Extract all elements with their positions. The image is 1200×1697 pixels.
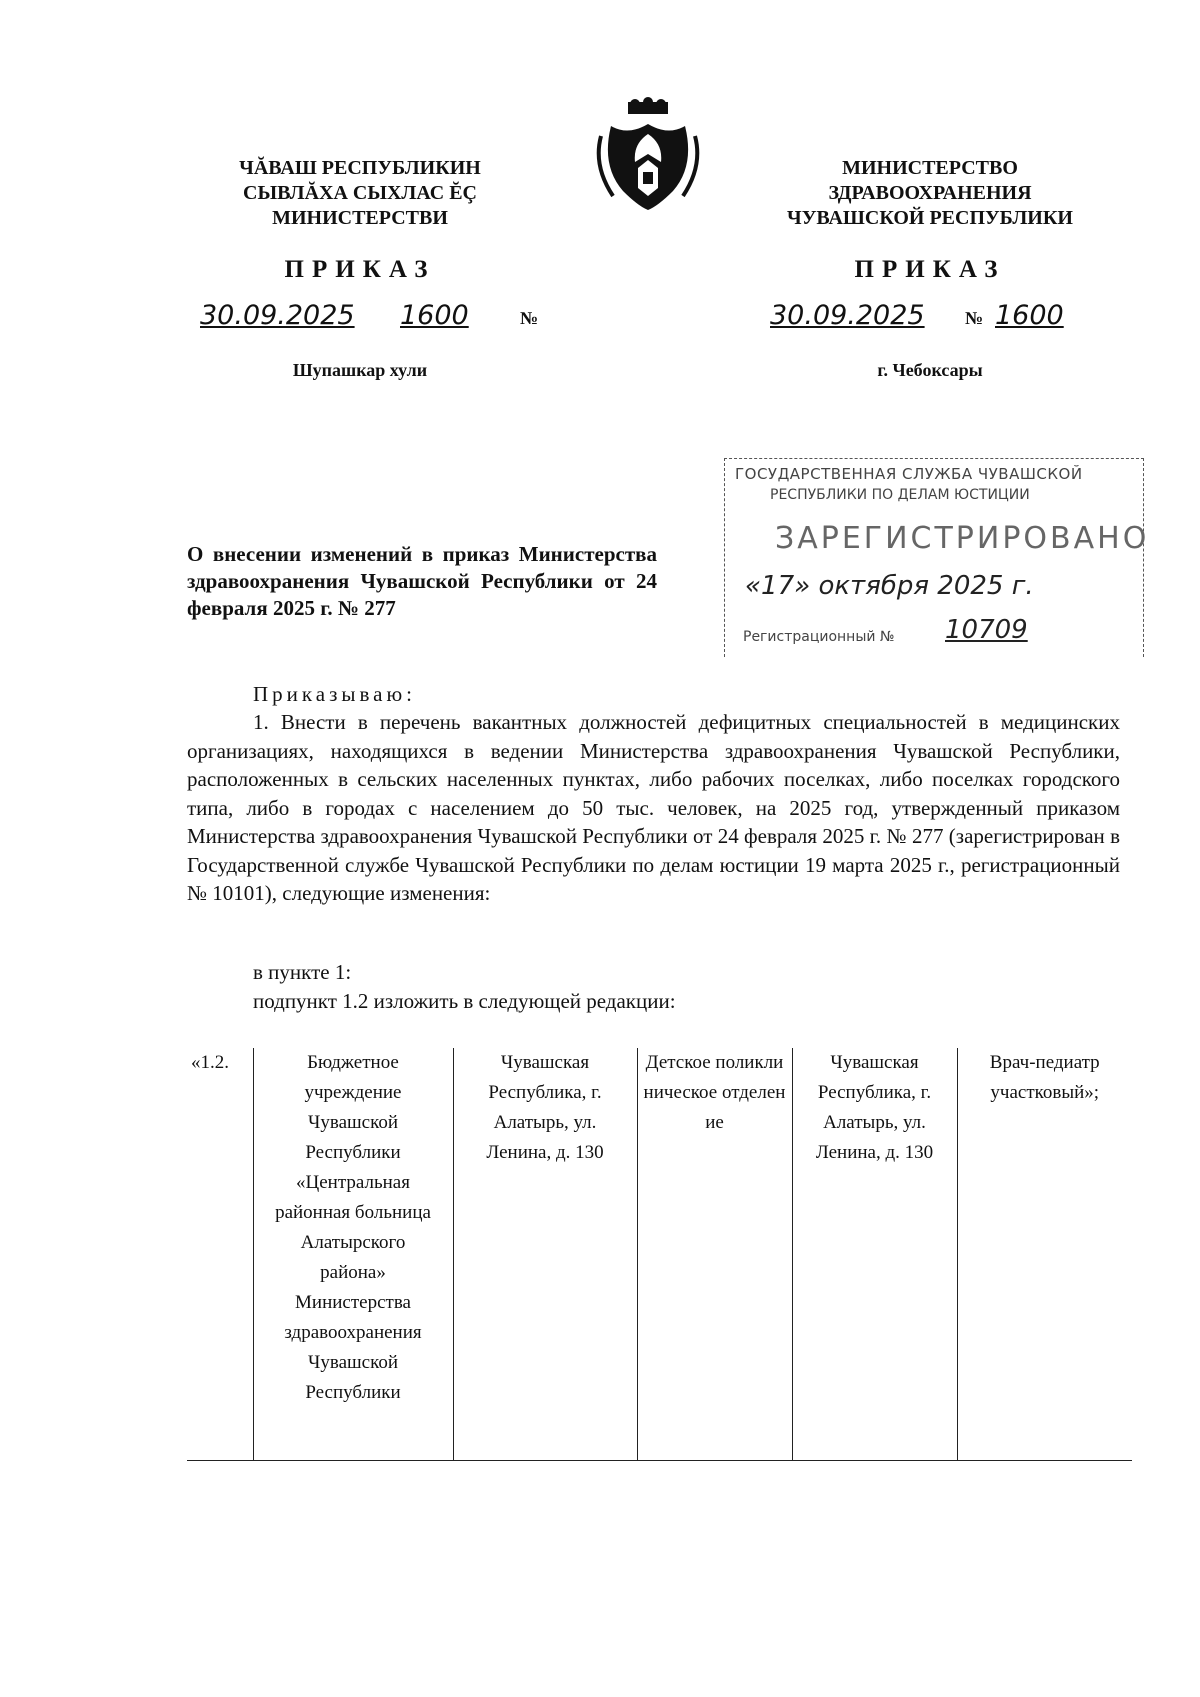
left-header-line: МИНИСТЕРСТВИ xyxy=(272,207,448,229)
cell-position: Врач-педиатр участковый»; xyxy=(957,1048,1132,1460)
right-city: г. Чебоксары xyxy=(877,360,983,380)
registration-stamp xyxy=(724,458,1150,657)
left-number: 1600 xyxy=(400,300,469,331)
left-order-title: ПРИКАЗ xyxy=(284,256,436,283)
left-number-sign: № xyxy=(520,308,539,328)
left-city: Шупашкар хули xyxy=(292,360,428,380)
stamp-line-2: РЕСПУБЛИКИ ПО ДЕЛАМ ЮСТИЦИИ xyxy=(770,487,1030,503)
coat-of-arms-emblem xyxy=(593,96,703,216)
right-header-line: МИНИСТЕРСТВО xyxy=(842,157,1018,179)
document-title: О внесении изменений в приказ Министерства здравоохранения Чувашской Республики от 24 февраля 2025 г. № 277 xyxy=(187,542,657,620)
left-header-line: СЫВЛĂХА СЫХЛАС ĔÇ xyxy=(243,182,477,204)
positions-table xyxy=(187,1048,1132,1461)
left-date-number xyxy=(200,300,560,340)
subpoint-line: подпункт 1.2 изложить в следующей редакции: xyxy=(253,989,676,1013)
right-header-line: ЗДРАВООХРАНЕНИЯ xyxy=(828,182,1032,204)
stamp-reg-label: Регистрационный № xyxy=(743,629,895,645)
stamp-date: «17» октября 2025 г. xyxy=(745,571,1034,601)
order-verb: Приказываю: xyxy=(253,682,416,706)
cell-department: Детское поликлиническое отделение xyxy=(637,1048,792,1460)
left-date: 30.09.2025 xyxy=(200,300,355,331)
left-header xyxy=(210,156,510,231)
right-header xyxy=(760,156,1100,231)
table-row xyxy=(187,1048,1132,1460)
emblem-icon xyxy=(593,96,703,216)
left-header-line: ЧĂВАШ РЕСПУБЛИКИН xyxy=(239,157,481,179)
cell-dept-address: Чувашская Республика, г. Алатырь, ул. Ленина, д. 130 xyxy=(792,1048,957,1460)
stamp-line-1: ГОСУДАРСТВЕННАЯ СЛУЖБА ЧУВАШСКОЙ xyxy=(735,465,1083,483)
right-order-title: ПРИКАЗ xyxy=(854,256,1006,283)
point-line: в пункте 1: xyxy=(253,960,352,984)
cell-address: Чувашская Республика, г. Алатырь, ул. Ленина, д. 130 xyxy=(453,1048,637,1460)
stamp-reg-number: 10709 xyxy=(945,615,1028,645)
right-number-sign: № xyxy=(965,308,984,328)
stamp-registered: ЗАРЕГИСТРИРОВАНО xyxy=(775,521,1150,556)
cell-org: Бюджетное учреждение Чувашской Республики «Центральная районная больница Алатырского района» Министерства здравоохранения Чувашской Республики xyxy=(253,1048,453,1460)
paragraph-1: 1. Внести в перечень вакантных должностей дефицитных специальностей в медицинских организациях, находящихся в ведении Министерства здравоохранения Чувашской Республики, расположенных в сельских населенных пунктах, либо рабочих поселках, либо поселках городского типа, либо в городах с населением до 50 тыс. человек, на 2025 год, утвержденный приказом Министерства здравоохранения Чувашской Республики от 24 февраля 2025 г. № 277 (зарегистрирован в Государственной службе Чувашской Республики по делам юстиции 19 марта 2025 г., регистрационный № 10101), следующие изменения: xyxy=(187,710,1120,905)
right-date-number xyxy=(770,300,1110,340)
right-date: 30.09.2025 xyxy=(770,300,925,331)
right-number: 1600 xyxy=(995,300,1064,331)
cell-num: «1.2. xyxy=(187,1048,253,1460)
right-header-line: ЧУВАШСКОЙ РЕСПУБЛИКИ xyxy=(787,207,1073,229)
